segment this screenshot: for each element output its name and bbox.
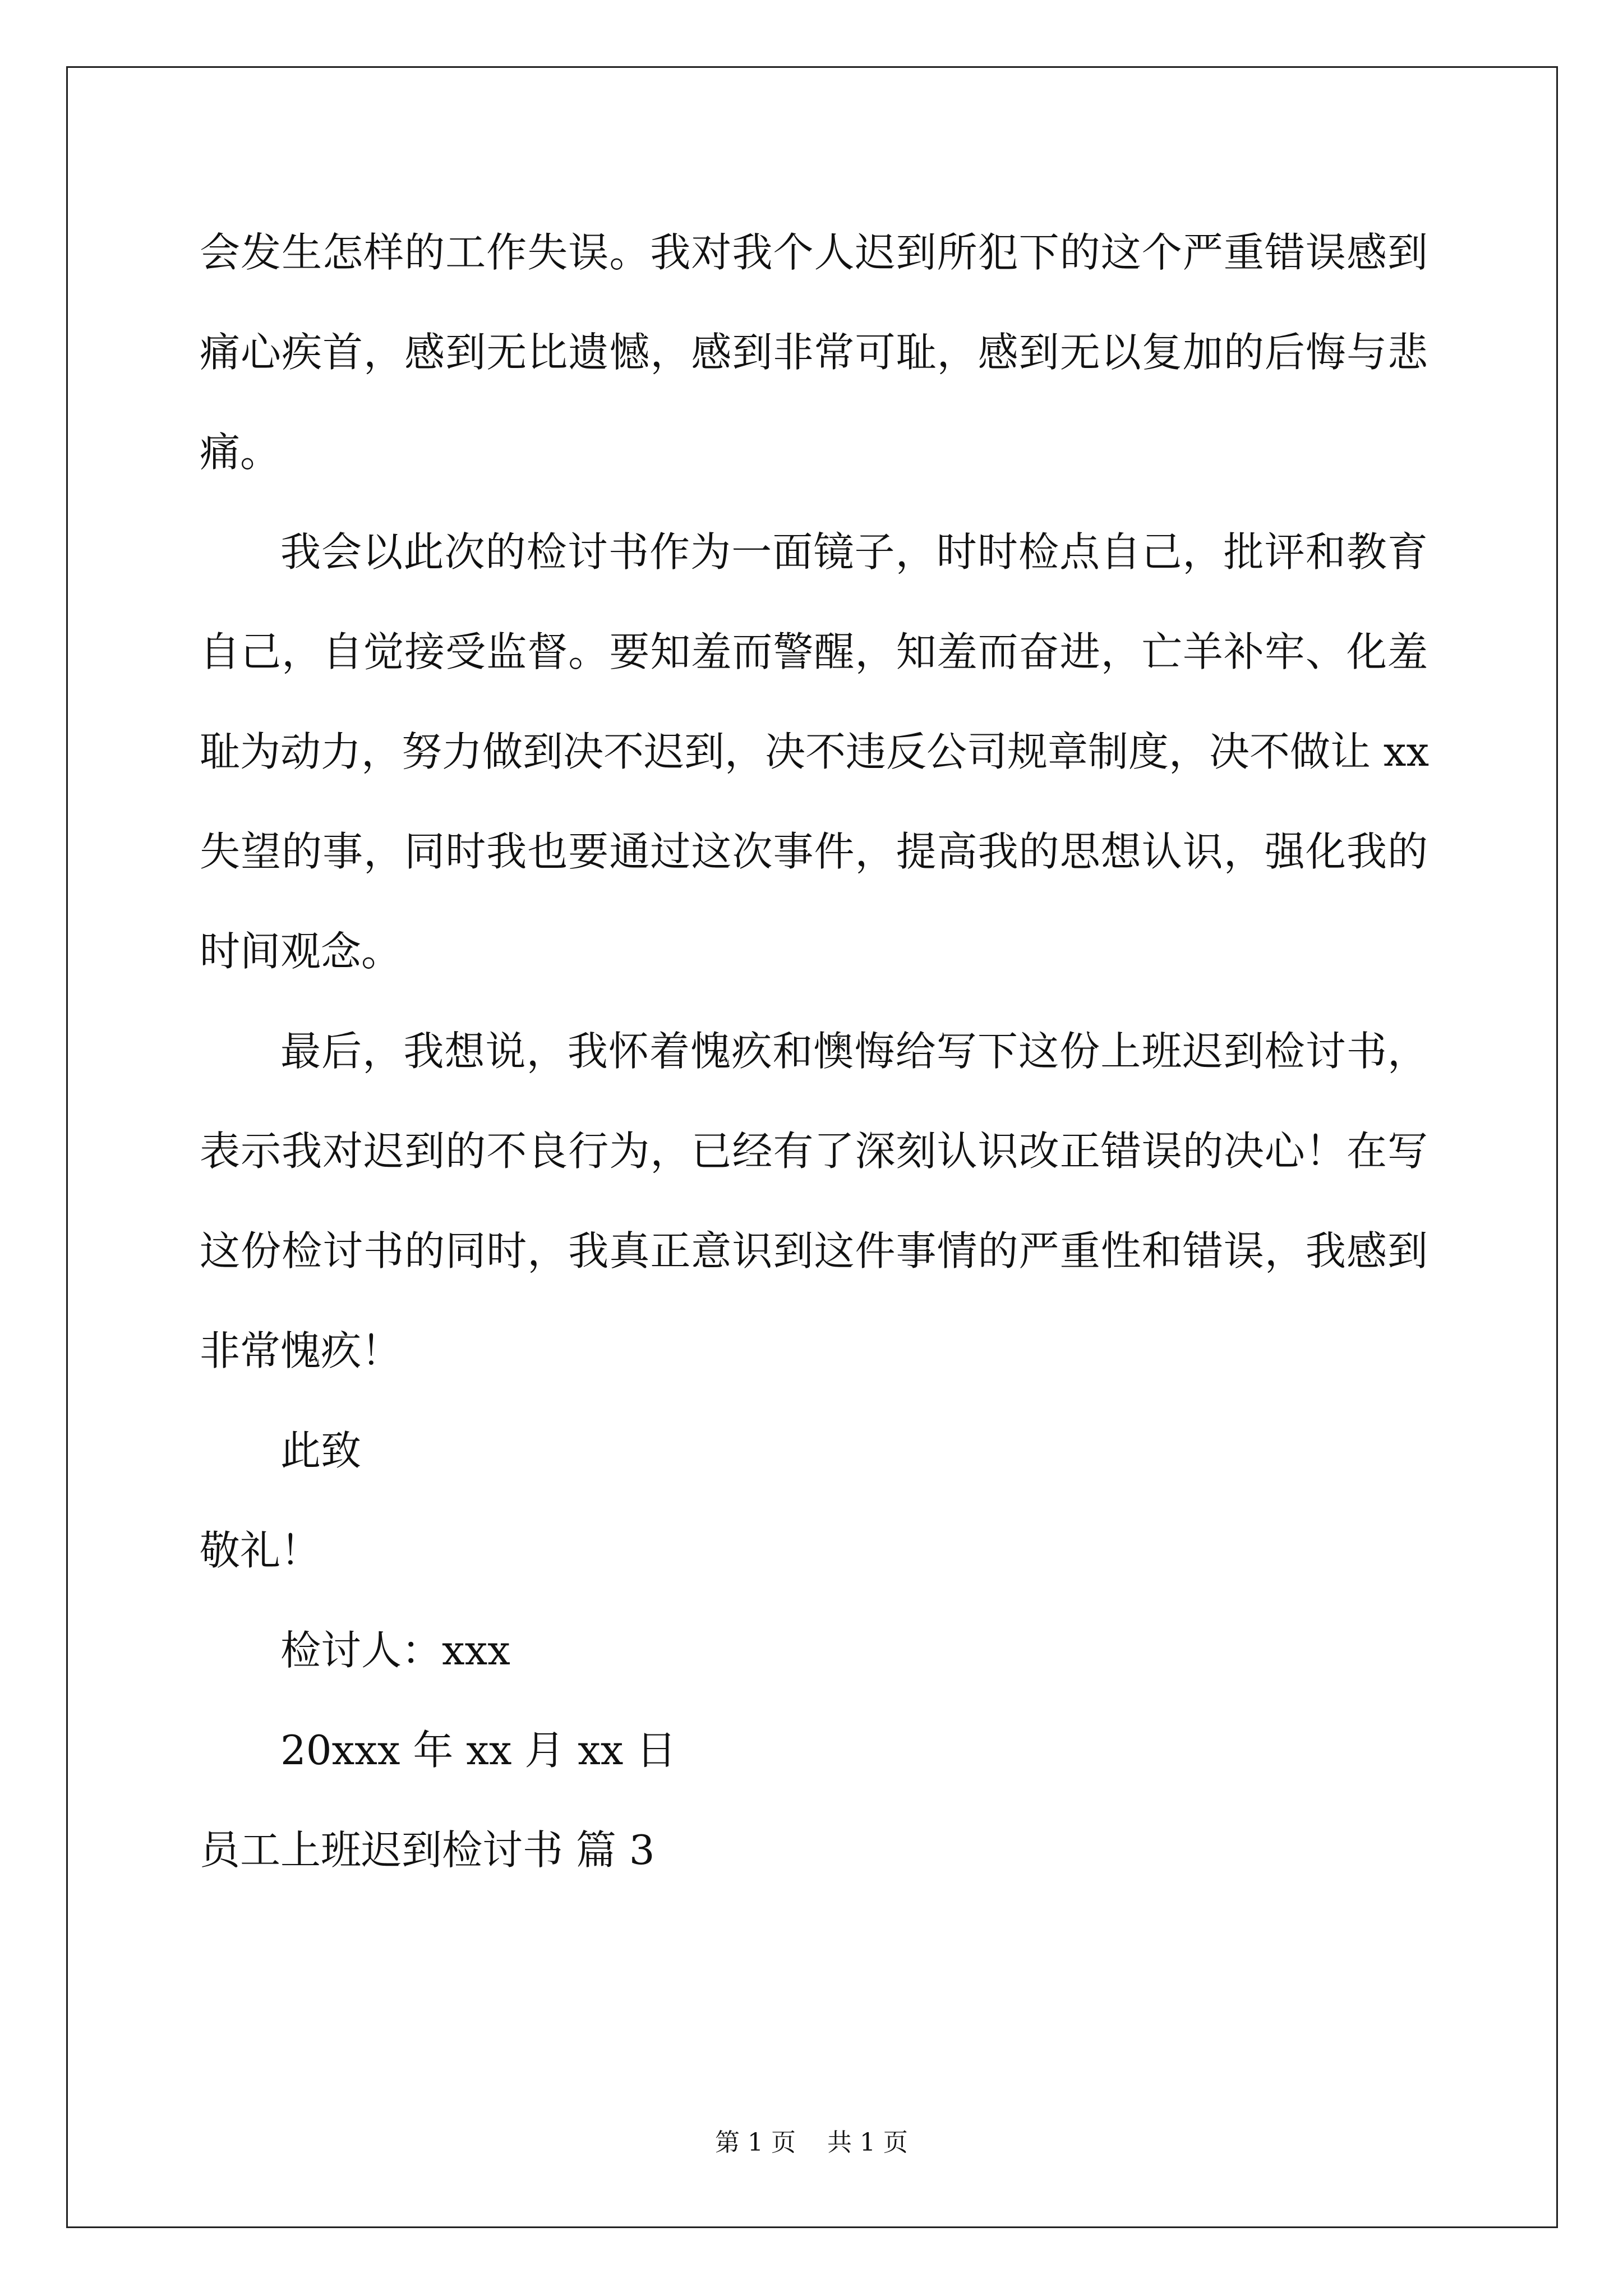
closing-salutation: 此致 — [280, 1427, 362, 1474]
closing-regards: 敬礼！ — [200, 1527, 321, 1574]
text-line: 自己，自觉接受监督。要知羞而警醒，知羞而奋进，亡羊补牢、化羞 — [200, 628, 1428, 675]
text-line: 耻为动力，努力做到决不迟到，决不违反公司规章制度，决不做让 xx — [200, 728, 1430, 775]
text-line: 表示我对迟到的不良行为，已经有了深刻认识改正错误的决心！在写 — [200, 1128, 1428, 1175]
text-line: 痛心疾首，感到无比遗憾，感到非常可耻，感到无以复加的后悔与悲 — [200, 329, 1428, 376]
text-line: 时间观念。 — [200, 928, 402, 975]
section-heading: 员工上班迟到检讨书 篇 3 — [200, 1826, 655, 1874]
text-line: 最后，我想说，我怀着愧疚和懊悔给写下这份上班迟到检讨书， — [280, 1028, 1428, 1075]
text-line: 失望的事，同时我也要通过这次事件，提高我的思想认识，强化我的 — [200, 828, 1428, 875]
text-line: 我会以此次的检讨书作为一面镜子，时时检点自己，批评和教育 — [280, 528, 1428, 576]
text-line: 这份检讨书的同时，我真正意识到这件事情的严重性和错误，我感到 — [200, 1227, 1428, 1274]
text-line: 会发生怎样的工作失误。我对我个人迟到所犯下的这个严重错误感到 — [200, 229, 1428, 276]
page-footer: 第 1 页 共 1 页 — [715, 2128, 908, 2157]
date-line: 20xxx 年 xx 月 xx 日 — [280, 1727, 677, 1774]
text-line: 痛。 — [200, 429, 281, 476]
signature-line: 检讨人：xxx — [280, 1627, 510, 1674]
text-line: 非常愧疚！ — [200, 1327, 402, 1374]
